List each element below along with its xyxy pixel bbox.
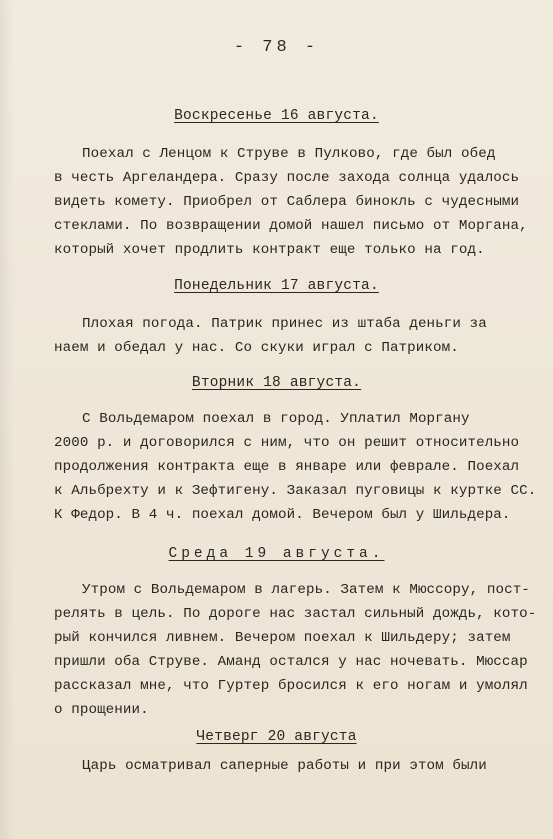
text-line: стеклами. По возвращении домой нашел письмо от Моргана, [54, 218, 528, 234]
text-line: Плохая погода. Патрик принес из штаба деньги за [82, 316, 487, 332]
text-line: о прощении. [54, 702, 149, 718]
page-number: - 78 - [233, 38, 320, 57]
text-line: релять в цель. По дороге нас застал сильный дождь, кото- [54, 606, 537, 622]
text-line: Поехал с Ленцом к Струве в Пулково, где был обед [82, 146, 496, 162]
entry-heading-wednesday: Среда 19 августа. [168, 546, 385, 562]
entry-heading-thursday: Четверг 20 августа [196, 729, 357, 745]
text-line: рый кончился ливнем. Вечером поехал к Шильдеру; затем [54, 630, 511, 646]
text-line: Царь осматривал саперные работы и при этом были [82, 758, 487, 774]
text-line: который хочет продлить контракт еще только на год. [54, 242, 485, 258]
entry-heading-sunday: Воскресенье 16 августа. [174, 108, 379, 124]
text-line: 2000 р. и договорился с ним, что он решит относительно [54, 435, 520, 451]
entry-heading-tuesday: Вторник 18 августа. [191, 375, 362, 391]
text-line: К Федор. В 4 ч. поехал домой. Вечером был у Шильдера. [54, 507, 511, 523]
text-line: пришли оба Струве. Аманд остался у нас ночевать. Мюссар [54, 654, 528, 670]
text-line: продолжения контракта еще в январе или феврале. Поехал [54, 459, 520, 475]
text-line: С Вольдемаром поехал в город. Уплатил Моргану [82, 411, 470, 427]
text-line: видеть комету. Приобрел от Саблера бинокль с чудесными [54, 194, 520, 210]
text-line: рассказал мне, что Гуртер бросился к его ногам и умолял [54, 678, 528, 694]
text-line: наем и обедал у нас. Со скуки играл с Патриком. [54, 340, 459, 356]
text-line: Утром с Вольдемаром в лагерь. Затем к Мюссору, пост- [82, 582, 530, 598]
entry-heading-monday: Понедельник 17 августа. [174, 278, 379, 294]
text-line: к Альбрехту и к Зефтигену. Заказал пуговицы к куртке СС. [54, 483, 537, 499]
text-line: в честь Аргеландера. Сразу после захода солнца удалось [54, 170, 520, 186]
